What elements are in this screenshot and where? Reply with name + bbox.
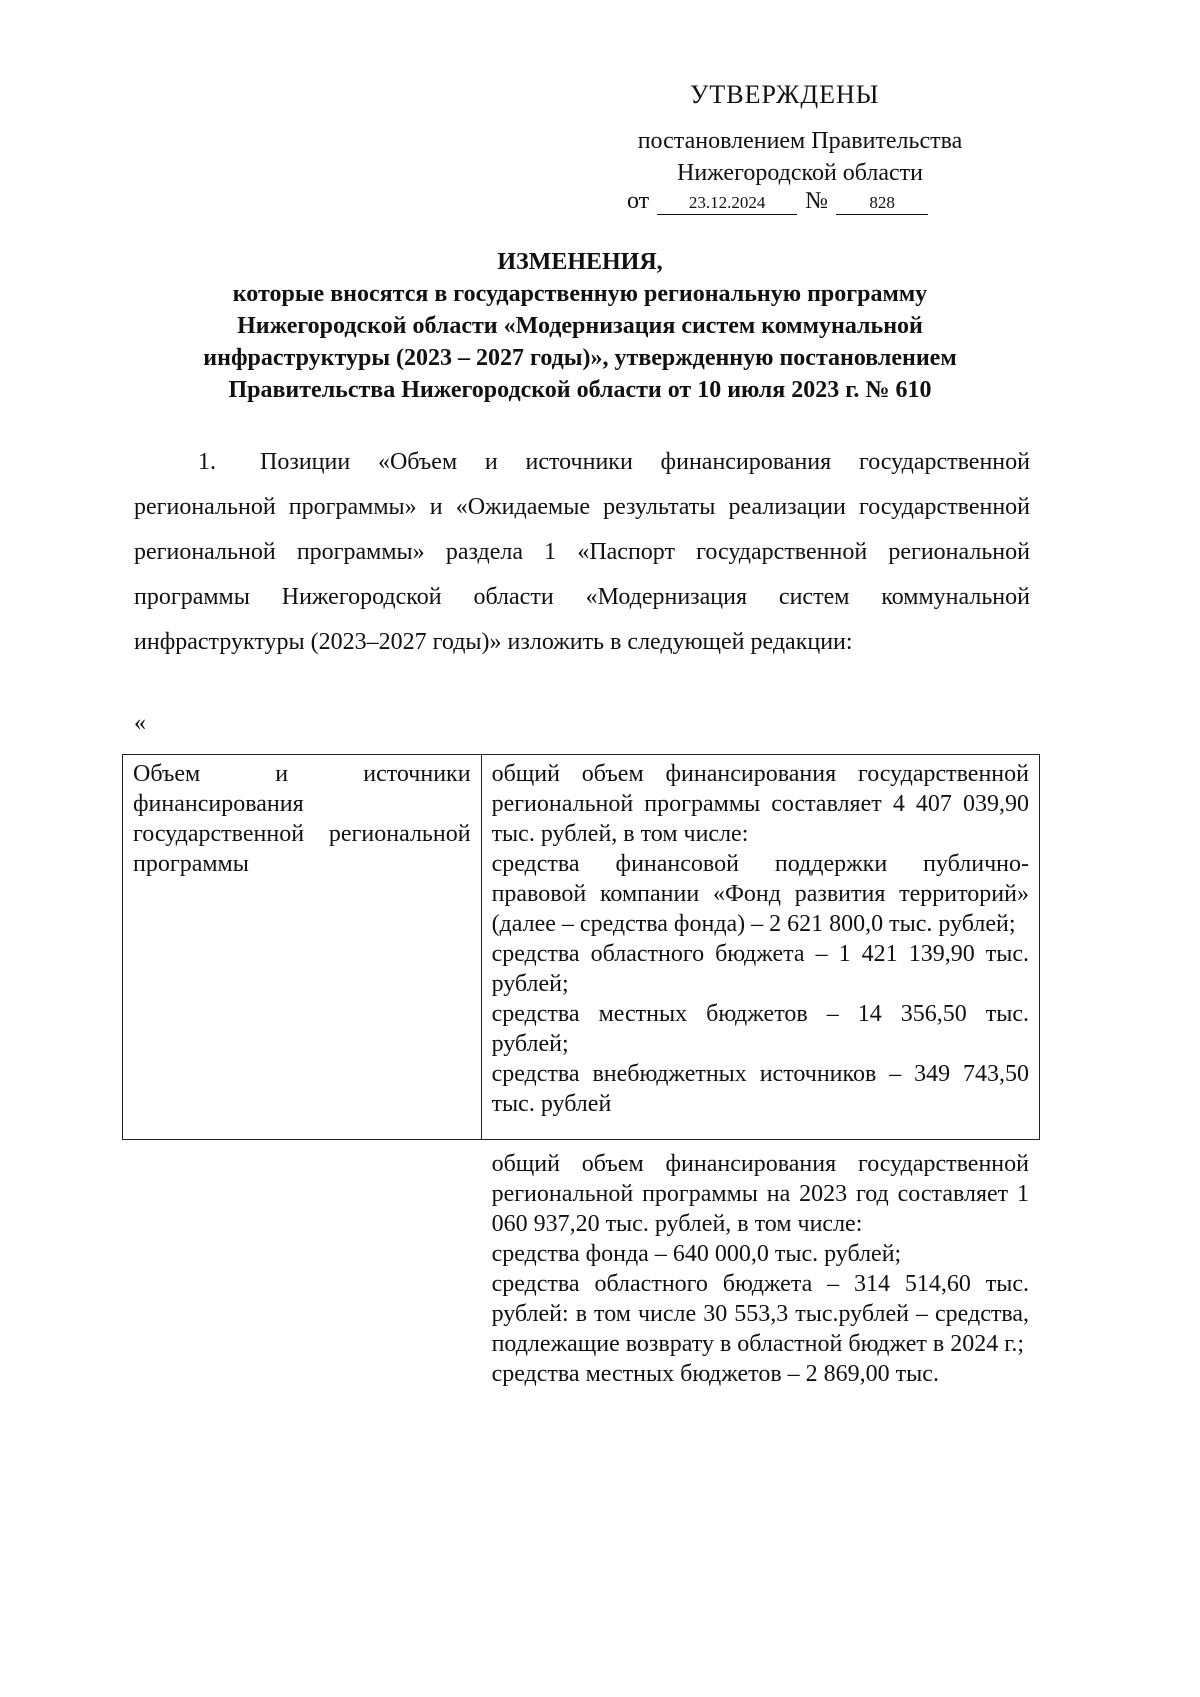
right-paragraph-8: средства областного бюджета – 314 514,60 тыс. рублей: в том числе 30 553,3 тыс.рублей – средства, подлежащие возврату в областной бюджет в 2024 г.; [491, 1271, 1029, 1357]
paragraph-number: 1. [198, 449, 216, 475]
table-left-cell [123, 755, 482, 1140]
right-paragraph-2: средства финансовой поддержки публично-правовой компании «Фонд развития территорий» (далее – средства фонда) – 2 621 800,0 тыс. рублей; [491, 851, 1029, 937]
right-paragraph-1: общий объем финансирования государственной региональной программы составляет 4 407 039,90 тыс. рублей, в том числе: [491, 761, 1029, 847]
paragraph-text: Позиции «Объем и источники финансирования государственной региональной программы» и «Ожидаемые результаты реализации государственной региональной программы» раздела 1 «Паспорт государственной региональной программы Нижегородской области «Модернизация систем коммунальной инфраструктуры (2023–2027 годы)» изложить в следующей редакции: [134, 449, 1030, 655]
table-row [123, 755, 1040, 1140]
heading-line-2: которые вносятся в государственную региональную программу [232, 281, 928, 307]
heading-line-3: Нижегородской области «Модернизация систем коммунальной [237, 313, 923, 339]
approval-number: 828 [836, 192, 928, 215]
right-cell-content [491, 759, 1029, 1387]
right-paragraph-9: средства местных бюджетов – 2 869,00 тыс. [491, 1361, 939, 1387]
heading-line-1: ИЗМЕНЕНИЯ, [497, 249, 663, 275]
approval-date-row [627, 188, 928, 215]
open-quote: « [134, 710, 146, 736]
paragraph-1 [134, 440, 1030, 665]
heading-line-5: Правительства Нижегородской области от 10 июля 2023 г. № 610 [228, 377, 932, 403]
right-paragraph-6: общий объем финансирования государственной региональной программы на 2023 год составляет 1 060 937,20 тыс. рублей, в том числе: [491, 1151, 1029, 1237]
right-paragraph-5: средства внебюджетных источников – 349 743,50 тыс. рублей [491, 1061, 1029, 1117]
right-paragraph-3: средства областного бюджета – 1 421 139,90 тыс. рублей; [491, 941, 1029, 997]
right-paragraph-4: средства местных бюджетов – 14 356,50 тыс. рублей; [491, 1001, 1029, 1057]
approval-line-2: Нижегородской области [676, 160, 924, 186]
approval-line-1: постановлением Правительства [637, 128, 963, 154]
paragraph-gap [492, 1119, 1029, 1149]
right-paragraph-7: средства фонда – 640 000,0 тыс. рублей; [491, 1241, 902, 1267]
approval-date: 23.12.2024 [657, 192, 797, 215]
from-label: от [627, 188, 650, 214]
approval-title: УТВЕРЖДЕНЫ [690, 80, 880, 109]
document-heading [130, 246, 1030, 406]
heading-line-4: инфраструктуры (2023 – 2027 годы)», утвержденную постановлением [203, 345, 957, 371]
financing-table [122, 754, 1040, 1387]
left-cell-text: Объем и источники финансирования государственной региональной программы [133, 761, 471, 877]
number-label: № [805, 188, 829, 214]
table-right-cell [481, 755, 1039, 1387]
